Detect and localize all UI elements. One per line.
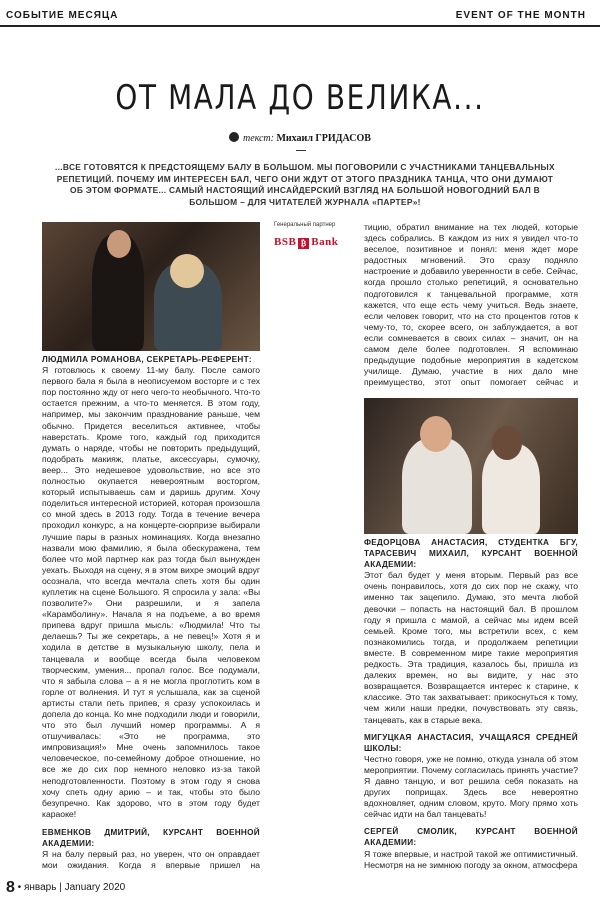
author-name: Михаил ГРИДАСОВ <box>276 133 371 144</box>
header-rule <box>0 25 600 27</box>
interviewee-name: ЕВМЕНКОВ ДМИТРИЙ, КУРСАНТ ВОЕННОЙ АКАДЕМИИ: <box>42 827 260 849</box>
interviewee-name: ФЕДОРЦОВА АНАСТАСИЯ, СТУДЕНТКА БГУ, ТАРАСЕВИЧ МИХАИЛ, КУРСАНТ ВОЕННОЙ АКАДЕМИИ: <box>364 538 578 570</box>
column-left <box>42 354 260 871</box>
interviewee-name: МИГУЦКАЯ АНАСТАСИЯ, УЧАЩАЯСЯ СРЕДНЕЙ ШКОЛЫ: <box>364 732 578 753</box>
author-credit <box>0 132 600 144</box>
interview-text: Честно говоря, уже не помню, откуда узнала об этом мероприятии. Почему согласилась принять участие? Я давно танцую, и вот решила себя показать на других поприщах. Здесь все невероятно вдохновляет, одним словом, круто. Могу прямо хоть сейчас идти на бал танцевать! <box>364 753 578 820</box>
interview-text: Я на балу первый раз, но уверен, что он оправдает мои ожидания. Когда я впервые пришел на <box>42 849 260 871</box>
issue-date: январь | January 2020 <box>23 882 126 893</box>
camera-icon <box>229 132 239 142</box>
photo-fedortsova-tarasevich <box>364 398 578 534</box>
partner-label: Генеральный партнер <box>274 222 336 228</box>
lead-paragraph: ...ВСЕ ГОТОВЯТСЯ К ПРЕДСТОЯЩЕМУ БАЛУ В БОЛЬШОМ. МЫ ПОГОВОРИЛИ С УЧАСТНИКАМИ ТАНЦЕВАЛЬНЫХ РЕПЕТИЦИЙ. ПОЧЕМУ ИМ ИНТЕРЕСЕН БАЛ, ЧЕГО ОНИ ЖДУТ ОТ ЭТОГО ПРАЗДНИКА ТАНЦА, ЧТО ОНИ ДУМАЮТ ОБ ЭТОМ ФОРМАТЕ... САМЫЙ НАСТОЯЩИЙ ИНСАЙДЕРСКИЙ ВЗГЛЯД НА БОЛЬШОЙ НОВОГОДНИЙ БАЛ В БОЛЬШОМ – ДЛЯ ЧИТАТЕЛЕЙ ЖУРНАЛА «ПАРТЕР»! <box>55 162 555 207</box>
bsb-bank-logo: BSB ₿ Bank <box>274 236 339 248</box>
page-number: 8 <box>6 879 15 896</box>
interview-text: Я готовлюсь к своему 11-му балу. После самого первого бала я была в неописуемом восторге и с тех пор постоянно жду от него чего-то необычного. Что-то остается прежним, а что-то меняется. В этом году, например, мы закончим празднование раньше, чем обычно. Придется веселиться активнее, чтобы наверстать. Кроме того, каждый год приходится думать о наряде, чтобы не повторить предыдущий, подобрать макияж, платье, аксессуары, сумочку, веер... Это недешевое удовольствие, но все это полностью окупается невероятным восторгом, который испытываешь сам и даришь другим. Хочу поделиться интересной историей, которая произошла со мной здесь в 2013 году. Тогда в течение вечера проходил конкурс, а на концерте-сюрпризе выбирали лучшие пары в разных номинациях. Когда внезапно назвали мою фамилию, я была обескуражена, тем более что мой партнер как раз тогда был вынужден уехать. Выходя на сцену, я в этом вихре эмоций вдруг осознала, что всегда мечтала спеть хотя бы один куплетик на сцене Большого. Я спросила у зала: «Вы позволите?» Они разрешили, и я запела «Карамболину». Начала я на подъеме, а во время припева вдруг пришла мысль: «Людмила! Что ты делаешь? Ты же секретарь, а не певец!» Хотя я и ходила в детстве в музыкальную школу, пела и танцевала и вообще всегда была человеком творческим, умения... пропал голос. Все подумали, что я забыла слова – а я не могла проглотить ком в горле от волнения. И тут я услышала, как за сценой артисты стали петь припев, я сразу успокоилась и допела до конца. Ко мне подходили люди и говорили, что это был лучший номер программы. А я отшучивалась: «Это не программа, это импровизация!» Мне очень запомнилось такое человеческое, по-семейному доброе отношение, но все же до сих пор немного неловко из-за такой неподготовленности. Поэтому в этом году я снова хочу спеть одну арию – и так, чтобы это было безупречно. Как здорово, что в этом году будет караоке! <box>42 365 260 819</box>
bank-mark-icon: ₿ <box>298 238 309 249</box>
interview-text-continued: тицию, обратил внимание на тех людей, которые здесь собрались. В каждом из них я увидел что-то веселое, позитивное и понял: меня ждет море радостных мгновений. Это сразу подняло настроение и добавило уверенности в себе. Сейчас, когда прошло столько репетиций, я основательно подготовился к танцевальной программе, хотя кажется, что еще есть чему учиться. Ведь знаете, если человек говорит, что на сто процентов готов к чему-то, то, скорее всего, он заблуждается, а вот если сомневается в своих силах – значит, он на самом деле более подготовлен. Я вспоминаю предыдущие подобные мероприятия в кадетском училище. Думаю, участие в них дало мне преимущество, этот опыт помогает сейчас и <box>364 222 578 388</box>
interview-text: Этот бал будет у меня вторым. Первый раз все очень понравилось, хотя до сих пор не скажу, что именно так зацепило. Думаю, это мечта любой девочки – попасть на настоящий бал. В прошлом году я пришла с мамой, а сейчас мы идем всей семьей. Кроме того, мы встретили всех, с кем познакомились тогда, и продолжаем репетиции вместе. В современном мире такие мероприятия редкость. Эта традиция, казалось бы, пришла из далеких времен, но вы видите, у нас это возвращается. Возвращается интерес к старине, к классике. Это так захватывает: прикоснуться к тому, чем жили наши предки, почувствовать эту связь, танцевать, как в старые века. <box>364 570 578 725</box>
page-footer: 8 • январь | January 2020 <box>6 879 126 896</box>
column-right-bottom <box>364 537 578 871</box>
column-right-top <box>364 222 578 388</box>
interview-text: Я тоже впервые, и настрой такой же оптимистичный. Несмотря на не зимнюю погоду за окном, атмосфера <box>364 848 578 870</box>
photo-romanova <box>42 222 260 351</box>
divider <box>296 150 306 151</box>
interviewee-name: СЕРГЕЙ СМОЛИК, КУРСАНТ ВОЕННОЙ АКАДЕМИИ: <box>364 827 578 848</box>
interviewee-name: ЛЮДМИЛА РОМАНОВА, СЕКРЕТАРЬ-РЕФЕРЕНТ: <box>42 355 252 364</box>
credit-label: текст: <box>243 133 274 144</box>
section-label: СОБЫТИЕ МЕСЯЦА <box>6 10 119 21</box>
section-label-en: EVENT OF THE MONTH <box>455 10 586 21</box>
top-bar <box>0 0 600 30</box>
page-title: ОТ МАЛА ДО ВЕЛИКА... <box>115 78 485 118</box>
